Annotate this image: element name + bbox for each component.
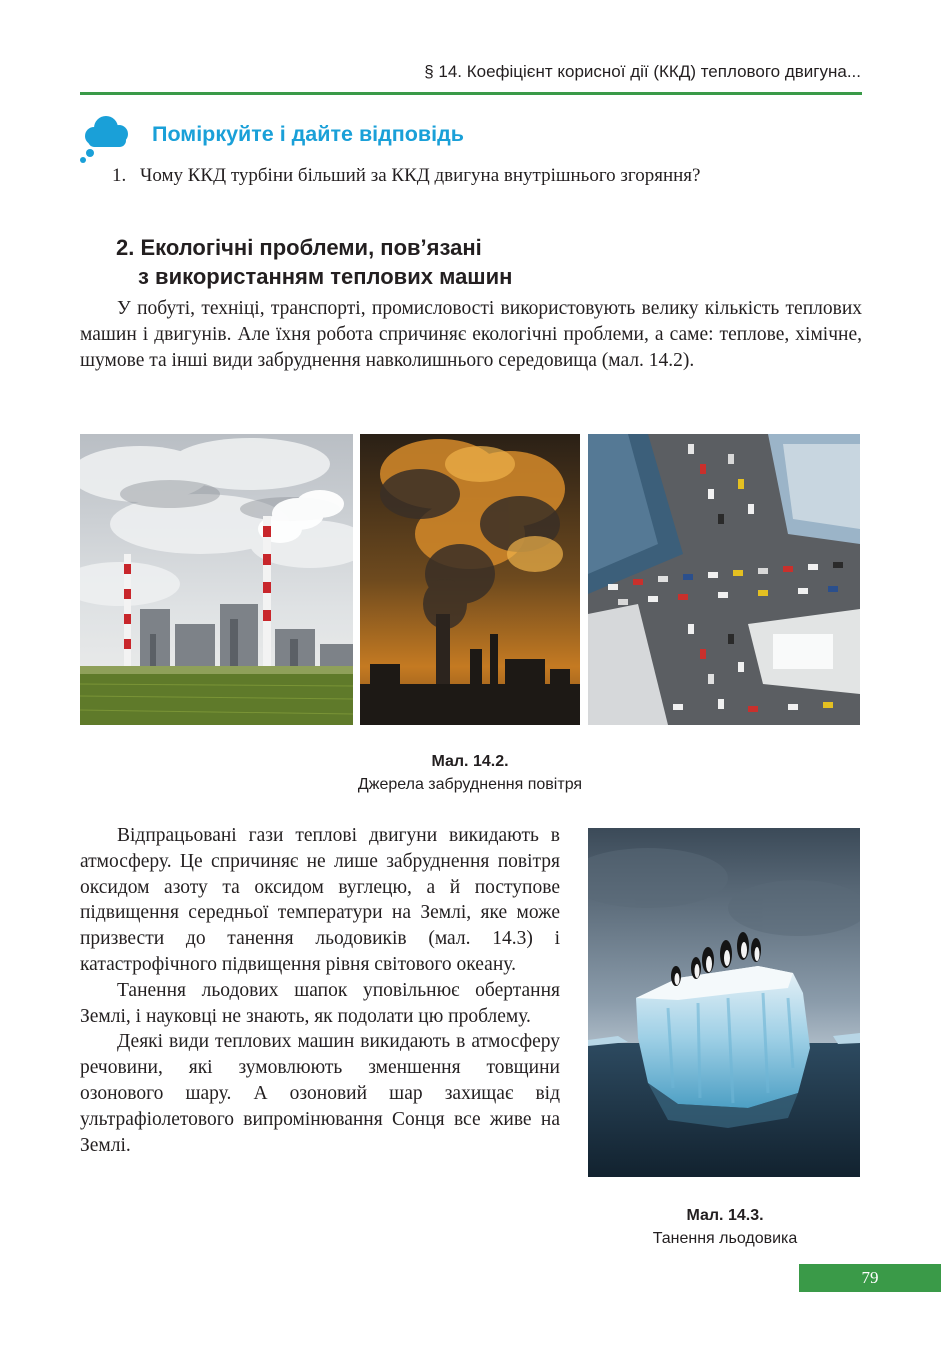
question-text: Чому ККД турбіни більший за ККД двигуна внутрішнього згоряння?: [140, 165, 701, 186]
traffic-aerial-photo: [588, 434, 860, 725]
page-number: 79: [799, 1264, 941, 1292]
paragraph-ice-caps: Танення льодових шапок уповільнює обертання Землі, і науковці не знають, як подолати цю проблему.: [80, 979, 560, 1027]
running-head: § 14. Коефіцієнт корисної дії (ККД) теплового двигуна...: [424, 62, 861, 81]
figure-14-3-text: Танення льодовика: [652, 1230, 798, 1247]
text-column: [80, 823, 560, 1158]
figure-14-3-number: Мал. 14.3.: [686, 1207, 764, 1224]
paragraph-exhaust-gases: Відпрацьовані гази теплові двигуни викидають в атмосферу. Це спричиняє не лише забруднення повітря оксидом азоту та оксидом вуглецю, а й поступове підвищення середньої температури на Землі, яке може призвести до танення льодовиків (мал. 14.3) і катастрофічного підвищення рівня світового океану.: [80, 825, 560, 975]
iceberg-penguins-photo: [588, 828, 860, 1177]
figure-14-2-text: Джерела забруднення повітря: [357, 776, 583, 793]
figure-14-2-caption: [300, 750, 640, 796]
paragraph-ozone: Деякі види теплових машин викидають в атмосферу речовини, які зумовлюють зменшення товщини озонового шару. А озоновий шар захищає від ультрафіолетового випромінювання Сонця все живе на Землі.: [80, 1031, 560, 1156]
figure-14-3-caption: [600, 1204, 850, 1250]
think-box-title: Поміркуйте і дайте відповідь: [152, 122, 464, 146]
thought-cloud-icon: [78, 114, 134, 166]
intro-paragraph: У побуті, техніці, транспорті, промисловості використовують велику кількість теплових машин і двигунів. Але їхня робота спричиняє екологічні проблеми, а саме: теплове, хімічне, шумове та інші види забруднення навколишнього середовища (мал. 14.2).: [80, 298, 862, 371]
section-title-line-1: 2. Екологічні проблеми, пов’язані: [116, 235, 482, 260]
question-1: [112, 163, 862, 189]
power-plant-photo: [80, 434, 353, 725]
question-number: 1.: [112, 165, 127, 186]
header-rule: [80, 92, 862, 95]
smoke-stack-photo: [360, 434, 580, 725]
section-title-line-2: з використанням теплових машин: [138, 264, 513, 289]
section-title: [116, 233, 512, 291]
figure-14-2-number: Мал. 14.2.: [431, 753, 509, 770]
